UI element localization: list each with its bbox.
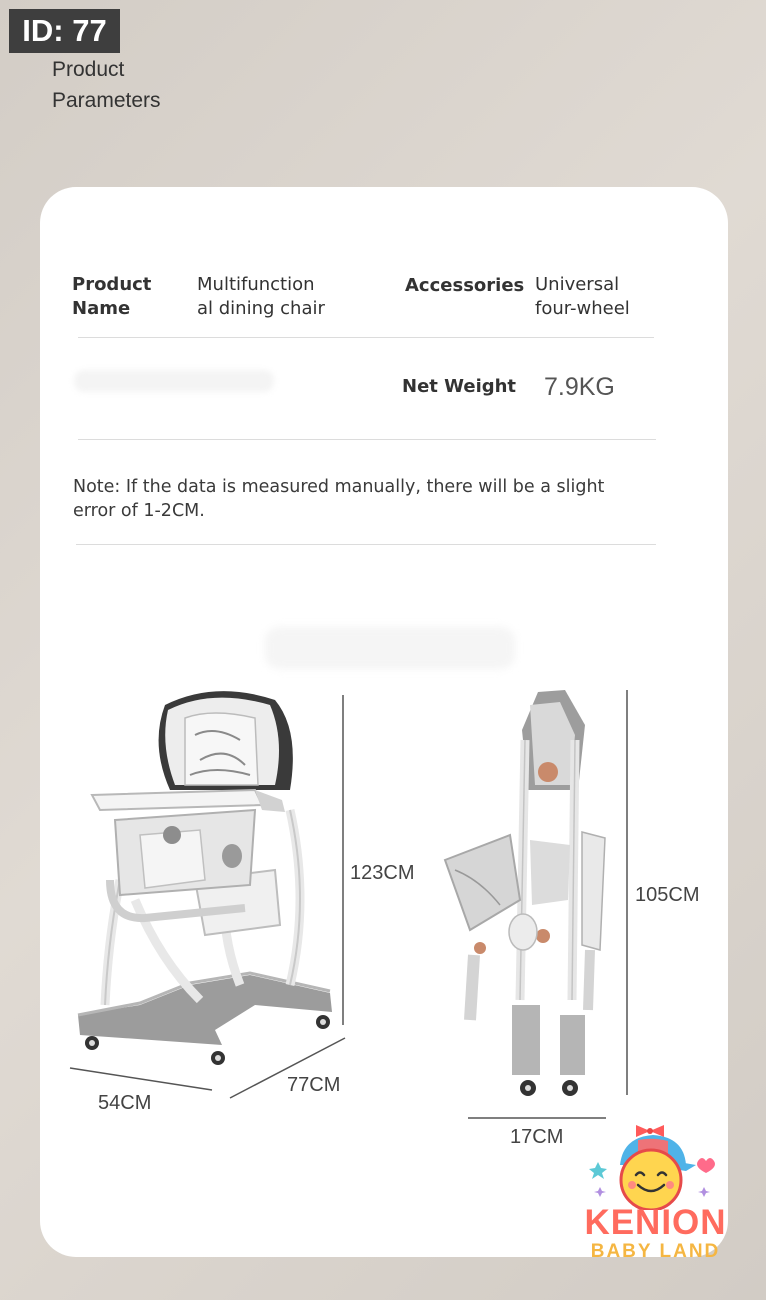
height-label: 123CM	[350, 862, 415, 884]
product-name-value-line1: Multifunction	[197, 274, 315, 295]
product-name-label-line1: Product	[72, 274, 152, 295]
id-badge: ID: 77	[9, 9, 120, 53]
product-name-label-line2: Name	[72, 298, 131, 319]
net-weight-value: 7.9KG	[544, 373, 615, 401]
high-chair-folded-view	[445, 690, 605, 1096]
accessories-label: Accessories	[405, 275, 525, 296]
page-title-line1: Product	[52, 58, 125, 81]
brand-logo	[578, 1115, 733, 1270]
page-title-line2: Parameters	[52, 89, 161, 112]
note-line2: error of 1-2CM.	[73, 501, 205, 521]
high-chair-front-view	[78, 691, 332, 1065]
width-dimension-line	[70, 1068, 212, 1090]
smiley-cap-icon	[578, 1115, 733, 1210]
logo-brand-subtitle: BABY LAND	[590, 1241, 721, 1262]
accessories-value-line1: Universal	[535, 274, 620, 295]
logo-brand-name: KENION	[584, 1203, 727, 1242]
folded-depth-label: 17CM	[510, 1126, 564, 1148]
folded-height-label: 105CM	[635, 884, 700, 906]
width-label: 54CM	[98, 1092, 152, 1114]
net-weight-label: Net Weight	[402, 376, 517, 397]
depth-label: 77CM	[287, 1074, 341, 1096]
product-name-value-line2: al dining chair	[197, 298, 325, 319]
note-line1: Note: If the data is measured manually, there will be a slight	[73, 477, 605, 497]
accessories-value-line2: four-wheel	[535, 298, 630, 319]
